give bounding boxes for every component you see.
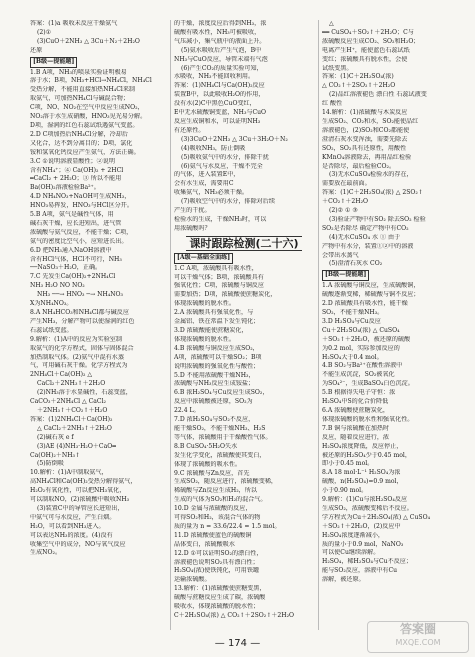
text-line: (3)装置C中的导管应长进短出， <box>37 504 124 512</box>
text-line: 4.D NH₄NO₃+NaOH可生成NH₃， <box>30 193 131 201</box>
text-line: 5.B A项，氨气是碱性气体，用 <box>30 211 114 219</box>
text-line: D项，湿润的红色石蕊试纸遇氨气变蓝。 <box>30 121 139 129</box>
text-line: 需要放在最前面。 <box>322 180 371 188</box>
text-line: 体现浓硫酸的脱水性。 <box>174 300 235 308</box>
text-line: 发生化学变化，浓硫酸使其变白， <box>174 451 266 459</box>
text-line: SO₂是否除尽 确定产物中有CO₂ <box>322 224 409 232</box>
text-line: 1.B A项，NH₃的喷泉实验证明极易 <box>30 68 127 76</box>
text-line: 14.解析：(1)浓硫酸与木炭反应 <box>322 109 408 117</box>
text-line: 可得SO₂和H₂，该混合气体的物 <box>174 514 261 522</box>
watermark-logo <box>367 621 469 653</box>
text-line: X为NH₄NO₃。 <box>30 300 73 308</box>
text-line: 即小于0.45 mol。 <box>322 460 374 468</box>
text-line: 7.D 浓H₂SO₄与SO₂不反应， <box>174 416 255 424</box>
text-line: (2)碱石灰 e f <box>37 433 74 441</box>
text-line: 生成SO₂、CO₂和水，SO₂能使品红 <box>322 117 419 125</box>
text-line: 8.A 18 mol·L⁻¹ H₂SO₄为浓 <box>322 469 401 477</box>
text-line: 质的量小于0.9 mol，NaNO₃ <box>322 540 404 548</box>
text-line: 6.A 浓硫酸使蔗糖炭化， <box>322 406 389 414</box>
text-line: 吸收水，体现浓硫酸的脱水性； <box>174 603 260 611</box>
text-line: 收集氨气，NH₃必须干燥。 <box>174 189 249 197</box>
text-line: H₂SO₄(浓)使铁钝化，可用铁罐 <box>174 567 260 575</box>
text-line: 有还原性。 <box>174 126 205 134</box>
text-line: 取氨气，可加热NH₄Cl与碱混合物； <box>30 95 129 103</box>
text-line: C＋2H₂SO₄(浓) △ CO₂↑＋2SO₂↑＋2H₂O <box>174 612 295 619</box>
text-line: 溶解，被还原。 <box>322 576 365 584</box>
text-line: 红 酸性 <box>322 100 343 108</box>
section-label: [B级—提能题] <box>322 270 369 281</box>
text-line: 7.B 铜与浓硫酸在加热时 <box>322 424 390 432</box>
text-line: 中氨气可与水反应，产生白烟。 <box>30 513 116 521</box>
text-line: (3)验证产物中有SO₂ 除去SO₂ 检验 <box>329 215 426 223</box>
text-line: 运输浓硫酸。 <box>174 576 211 584</box>
text-line: 产生NH₃，分解产物可以使湿润的红色 <box>30 317 135 325</box>
text-line: 硫酸逐渐变稀，稀硫酸与铜不反应； <box>322 291 420 299</box>
text-line: 10.解析：(1)A中制取氨气， <box>30 469 108 477</box>
text-line: 生成SO₂，随反应进行，浓硫酸变稀， <box>174 478 278 486</box>
text-line: ──NaSO₃＋H₂O，正确。 <box>30 264 102 272</box>
text-line: ＋2NH₃↑＋CO₂↑＋H₂O <box>37 406 108 414</box>
text-line: 检验水的生成，干燥NH₃时，可以 <box>174 215 267 223</box>
text-line: 8.B CuSO₄·5H₂O失水 <box>174 442 238 450</box>
text-line: 答案：(1)NH₄Cl与Ca(OH)₂反应 <box>174 82 265 90</box>
text-line: 受热分解，不能用直接加热NH₄Cl来制 <box>30 86 136 94</box>
text-line: (5)防倒吸 <box>37 460 64 468</box>
text-line: (2)① <box>37 28 52 36</box>
text-line: 还原 <box>30 46 43 54</box>
text-line: 答案：(1)2NH₄Cl＋Ca(OH)₂ <box>30 415 113 423</box>
text-line: 5.D 不能用浓硫酸干燥NH₃， <box>174 371 255 379</box>
text-line: 澄清石灰水变浑浊，需要先除去 <box>322 135 408 143</box>
text-line: 2.A 浓硫酸具有强氧化性，与 <box>174 309 254 317</box>
text-line: 气，可用碱石灰干燥。化学方程式为 <box>30 362 128 370</box>
text-line: 会带出水蒸气 <box>322 251 359 259</box>
text-line: △ <box>329 20 334 27</box>
text-line: CaCl₂＋2NH₃↑＋2H₂O <box>37 380 106 388</box>
section-label-line <box>322 269 457 282</box>
text-line: H₂SO₄，稀H₂SO₄与Cu不反应； <box>322 558 412 566</box>
text-line: (4)吸收NH₃，防止倒吸 <box>181 144 246 152</box>
text-line: 2.D C项加热后NH₄Cl分解，冷却后 <box>30 130 128 138</box>
section-label-line <box>30 56 166 69</box>
text-line: 又化合，达不到分离目的；D项，氯化 <box>30 139 133 147</box>
text-line: (2)品红溶液褪色 漂白性 石蕊试液变 <box>329 91 427 99</box>
text-line: 可以表达NH₃的浓度。(4)没有 <box>30 531 113 539</box>
text-line: 会有水生成，需要用C <box>174 180 234 188</box>
text-line: 浓硫酸反应生成CO₂、SO₂和H₂O； <box>322 37 420 45</box>
text-line: 9.解析：(1)Cu与浓H₂SO₄反应 <box>322 496 408 504</box>
text-line: NO₂溶于水生成硝酸，HNO₃见光易分解。 <box>30 113 147 121</box>
text-line: H₂O₂有氧化性，可以把NH₃氧化， <box>30 487 126 495</box>
text-line: KMnO₄溶液除去，再用品红检验 <box>322 153 412 161</box>
text-line: 9.解析：(1)A中的反应为实验室制 <box>30 335 122 343</box>
text-line: NH₃与CuO反应，导管末端有气泡 <box>174 55 268 63</box>
text-line: 产物中有水分，装置①②中的溶液 <box>322 242 414 250</box>
text-line: 的干燥，浓度反应后得到NH₃，浓 <box>174 20 267 27</box>
text-line: 稀硫酸与Zn反应生成H₂，所以 <box>174 487 257 495</box>
text-line: ＋CO₂↑＋2H₂O <box>322 198 369 206</box>
section-title <box>174 236 314 251</box>
text-line: 加热制取气体。(2)氨气中混有水蒸 <box>30 353 124 361</box>
text-line: 1.C A项，浓硫酸具有吸水性， <box>174 264 258 272</box>
text-line: Ba(OH)₂溶液检验Ba²⁺。 <box>30 184 100 192</box>
text-line: 体现了浓硫酸的吸水性。 <box>174 460 242 468</box>
text-line: (3)3CuO＋2NH₃ △ 3Cu＋3H₂O＋N₂ <box>181 135 288 143</box>
text-line: (6)产生CO₂的质量实验可知， <box>181 64 263 72</box>
text-line: 可以制取NO，(2)浓硫酸中吸收NH₃ <box>30 496 130 504</box>
text-line: 反应，随着反应进行，浓 <box>322 433 390 441</box>
text-line: 2NH₄Cl＋Ca(OH)₂ △ <box>30 371 93 379</box>
text-line: (2)② ① ③ <box>329 207 358 215</box>
text-line: 高NH₄Cl和Ca(OH)₂受热分解得氨气， <box>30 478 137 486</box>
text-line: 溶于水；B项，NH₃+HCl→NH₄Cl，NH₄Cl <box>30 77 152 85</box>
text-line: NH₃ H₂O NO NO₂ <box>30 282 85 290</box>
text-line: 反应生成铜和水，可以证明NH₃ <box>174 117 261 125</box>
text-line: 电离产生H⁺，能使蓝色石蕊试纸 <box>322 46 410 54</box>
text-line: 被还原的H₂SO₄少于0.45 mol， <box>322 451 411 459</box>
text-line: 体现浓硫酸的脱水性。 <box>174 335 235 343</box>
text-line: 需要加热；D项，浓硫酸使蔗糖炭化， <box>174 291 277 299</box>
text-line: 含有NH₄⁺；④ Ca(OH)₂ + 2HCl <box>30 166 124 174</box>
text-line: 生成NO₂。 <box>30 549 62 557</box>
answer-column-middle <box>174 20 314 640</box>
text-line: 变红；浓硫酸具有脱水性，会使 <box>322 55 408 63</box>
text-line: 铵和氢氧化钙反应产生氨气，方法正确。 <box>30 148 140 156</box>
section-label-line <box>174 252 314 265</box>
text-line: ＋SO₂↑＋2H₂O，(2)反应中 <box>322 522 401 530</box>
text-line: 溶液褪色说明SO₂具有漂白性； <box>174 558 259 566</box>
text-line: H₂SO₄中S的化合价降低 <box>322 398 389 406</box>
text-line: (5)吸收氨气中的水分，排除干扰 <box>181 153 269 161</box>
text-line: 等气体，浓硫酸用于干燥酸性气体。 <box>174 433 272 441</box>
text-line: H₂SO₄浓度降低，反应停止， <box>322 442 403 450</box>
text-line: 硫酸，n(H₂SO₄)=0.9 mol， <box>322 478 403 486</box>
text-line: 能干燥SO₂，不能干燥NH₃、H₂S <box>174 424 266 432</box>
text-line: 装置B中，以此吸收H₂O的作用， <box>174 91 265 99</box>
text-line: 11.D 浓硫酸使蓝色的硫酸铜 <box>174 531 252 539</box>
text-line: 的气体，进入装置E中， <box>174 171 240 179</box>
text-line: 金属铝、铁在常温下发生钝化； <box>174 318 260 326</box>
text-line: 1.A 浓硫酸与铜反应，生成硫酸铜， <box>322 282 420 290</box>
text-line: 反应中浓硫酸被还原，SO₂为 <box>174 398 253 406</box>
text-line: HNO₃易挥发，HNO₃与HCl区分开。 <box>30 202 133 210</box>
text-line: 取氨气的化学方程式，固体与固体混合 <box>30 344 134 352</box>
text-line: 可以干燥气体；B项，浓硫酸具有 <box>174 273 264 281</box>
text-line: H₂SO₄大于0.4 mol。 <box>322 353 383 361</box>
text-line: 12.D ①可以证明SO₂的漂白性， <box>174 549 263 557</box>
text-line: 含有HCl气体，HCl不可行，NH₃ <box>30 255 122 263</box>
text-line: 溶液褪色，(2)SO₂和CO₂都能使 <box>322 126 410 134</box>
text-line: 2.D 浓硫酸具有吸水性，能干燥 <box>322 300 408 308</box>
text-line: 产生的干扰。 <box>174 207 211 215</box>
text-line: Ca(OH)₂＋NH₃↑ <box>30 451 81 459</box>
text-line: 3.D 浓硫酸能使蔗糖炭化， <box>174 327 248 334</box>
text-line: (3)无水CuSO₄检验水的存在， <box>329 171 413 179</box>
text-line: 生成SO₂，浓硫酸变稀后不反应。 <box>322 504 413 512</box>
text-line: 碱石灰干燥，应长进短出，进气管 <box>30 219 122 227</box>
watermark-title: 答案圈 <box>399 622 436 636</box>
text-line: 浓硫酸与氨气反应，不能干燥；C项， <box>30 228 133 236</box>
text-line: 6.B 浓H₂SO₄与Cu反应生成SO₂， <box>174 389 269 397</box>
text-line: 石蕊试纸变蓝。 <box>30 326 73 334</box>
text-line: 5.B 根据得失电子守恒：浓 <box>322 389 396 397</box>
text-line: (5)氨水吸收后产生气泡，B中 <box>181 46 262 54</box>
text-line: 答案：(1)C＋2H₂SO₄(浓) △ 2SO₂↑ <box>322 189 423 197</box>
text-line: 4.B 浓硫酸与铜反应生成SO₂， <box>174 344 259 352</box>
text-line: 没有水(2)C中黑色CuO变红， <box>174 100 256 108</box>
text-line: 13.解析：(1)浓硫酸使蔗糖变黑， <box>174 585 266 593</box>
text-line: 答案：(1)C＋2H₂SO₄(浓) <box>322 73 394 81</box>
text-line: 气压减小，集气瓶中的液面上升。 <box>174 37 266 45</box>
text-line: 质的量为 n = 33.6/22.4 = 1.5 mol。 <box>174 522 281 530</box>
text-line: (7)吸收空气中的水分，排除对后续 <box>181 198 275 206</box>
text-line: 试纸变黑。 <box>322 64 353 72</box>
text-line: SO₂，SO₂具有还原性，用酸性 <box>322 144 407 152</box>
text-line: 硫酸有吸水性，NH₃可被吸收， <box>174 28 261 36</box>
text-line: 3.D H₂SO₄与Cu反应 <box>322 317 381 325</box>
column-divider <box>170 20 171 630</box>
text-line: 答案：(1)a 吸收未反应干燥氨气 <box>30 20 118 27</box>
column-divider <box>318 20 319 630</box>
text-line: 9.C 浓硫酸与Zn反应，首先 <box>174 469 250 477</box>
text-line: 浓硫酸与NH₃反应生成铵盐； <box>174 380 255 388</box>
section-title-text: 课时跟踪检测(二十六) <box>186 236 301 251</box>
text-line: (3)CuO＋2NH₃ △ 3Cu＋N₂＋2H₂O <box>37 37 140 45</box>
text-line: 为SO₄²⁻，生成BaSO₄白色沉淀。 <box>322 380 414 388</box>
text-line: 不能生成沉淀，SO₂被氧化 <box>322 371 395 379</box>
text-line: C项，NO、NO₂在空气中反应生成NO₂， <box>30 104 144 112</box>
section-label: [A级—基础全面练] <box>174 253 233 264</box>
text-line: (6)氨气与水反应，干燥不完全 <box>181 162 263 170</box>
text-line: 可以使Cu继续溶解。 <box>322 549 380 557</box>
text-line: 是否除尽，最后检验CO₂。 <box>322 162 396 170</box>
text-line: 为0.2 mol，实际参加反应的 <box>322 344 400 352</box>
text-line: 生成的气体为SO₂和H₂的混合气。 <box>174 496 267 504</box>
text-line: SO₂，不能干燥NH₃。 <box>322 309 384 316</box>
text-line: 氨气的密度比空气小，应短进长出。 <box>30 237 128 245</box>
answer-column-right <box>322 20 457 640</box>
text-line: NH₃ ──→ HNO₃ ─→ NH₄NO₃ <box>37 291 123 299</box>
text-line: 收集空气中的成分，NO与氧气反应 <box>30 540 126 548</box>
text-line: H₂SO₄浓度逐渐减小， <box>322 531 385 539</box>
text-line: 硫酸与蔗糖反应生成了碳，浓硫酸 <box>174 594 266 602</box>
text-line: CaCO₃＋2NH₄Cl △ CaCl₂ <box>30 398 106 406</box>
text-line: 小于0.90 mol。 <box>322 487 368 495</box>
text-line: 22.4 L。 <box>174 407 200 415</box>
text-line: 10.D 金属与浓硫酸的反应， <box>174 505 252 513</box>
text-line: E中无水硫酸铜变蓝，NH₃与CuO <box>174 109 267 117</box>
answer-column-left <box>30 20 166 640</box>
text-line: Cu＋2H₂SO₄(浓) △ CuSO₄ <box>322 326 400 334</box>
text-line: ＋SO₂↑＋2H₂O，被还原的硫酸 <box>322 335 411 343</box>
text-line: 能与SO₂反应，溶液中有Cu <box>322 567 398 575</box>
text-line: (3)AE (4)NH₃·H₂O＋CaO═ <box>37 442 116 450</box>
text-line: 8.A NH₄HCO₃和NH₄Cl都与碱反应 <box>30 309 129 316</box>
text-line: 7.C 先发生Ca(OH)₂+2NH₄Cl <box>30 273 116 281</box>
text-line: 水吸收，NH₃不能回收利用。 <box>174 73 255 81</box>
text-line: ═CaCl₂ + 2H₂O；③ 所以不能用 <box>30 175 122 183</box>
page-number: — 174 — <box>214 638 261 649</box>
text-line: 6.D 把NH₃通入NaOH溶液中 <box>30 246 112 254</box>
text-line: (4)无水CuSO₄ 水 ① 由于 <box>329 233 401 241</box>
text-line: ══ CuSO₄＋SO₂↑＋2H₂O；C与 <box>322 28 414 36</box>
text-line: A项，浓硫酸可以干燥SO₂；B项 <box>174 353 262 361</box>
text-line: 用浓硫酸吗？ <box>174 224 211 232</box>
text-line: 3.C ①说明溶液显酸性；②说明 <box>30 157 115 165</box>
text-line: 4.B SO₂与Ba²⁺在酸性溶液中 <box>322 362 403 370</box>
text-line: 体现浓硫酸的脱水性和强氧化性。 <box>322 415 414 423</box>
text-line: △ CaCl₂＋2NH₃↑＋2H₂O <box>37 424 112 432</box>
text-line: 强氧化性；C项，浓硫酸与铜反应 <box>174 282 264 290</box>
text-line: (2)NH₃溶于水显碱性，石蕊变蓝， <box>37 389 132 397</box>
text-line: 学方程式为Cu＋2H₂SO₄(浓) △ CuSO₄ <box>322 513 431 521</box>
text-line: 晶体变白，浓硫酸吸水 <box>174 540 235 548</box>
section-label: [B级—提能题] <box>30 57 77 68</box>
text-line: H₂O，可以看到NH₃进入。 <box>30 522 105 530</box>
text-line: (5)澄清石灰水 CO₂ <box>329 260 383 268</box>
text-line: 说明浓硫酸的强氧化性与酸性； <box>174 362 260 370</box>
watermark-url: MXQE.COM <box>395 638 441 647</box>
text-line: △ CO₂↑＋2SO₂↑＋2H₂O <box>322 82 396 90</box>
